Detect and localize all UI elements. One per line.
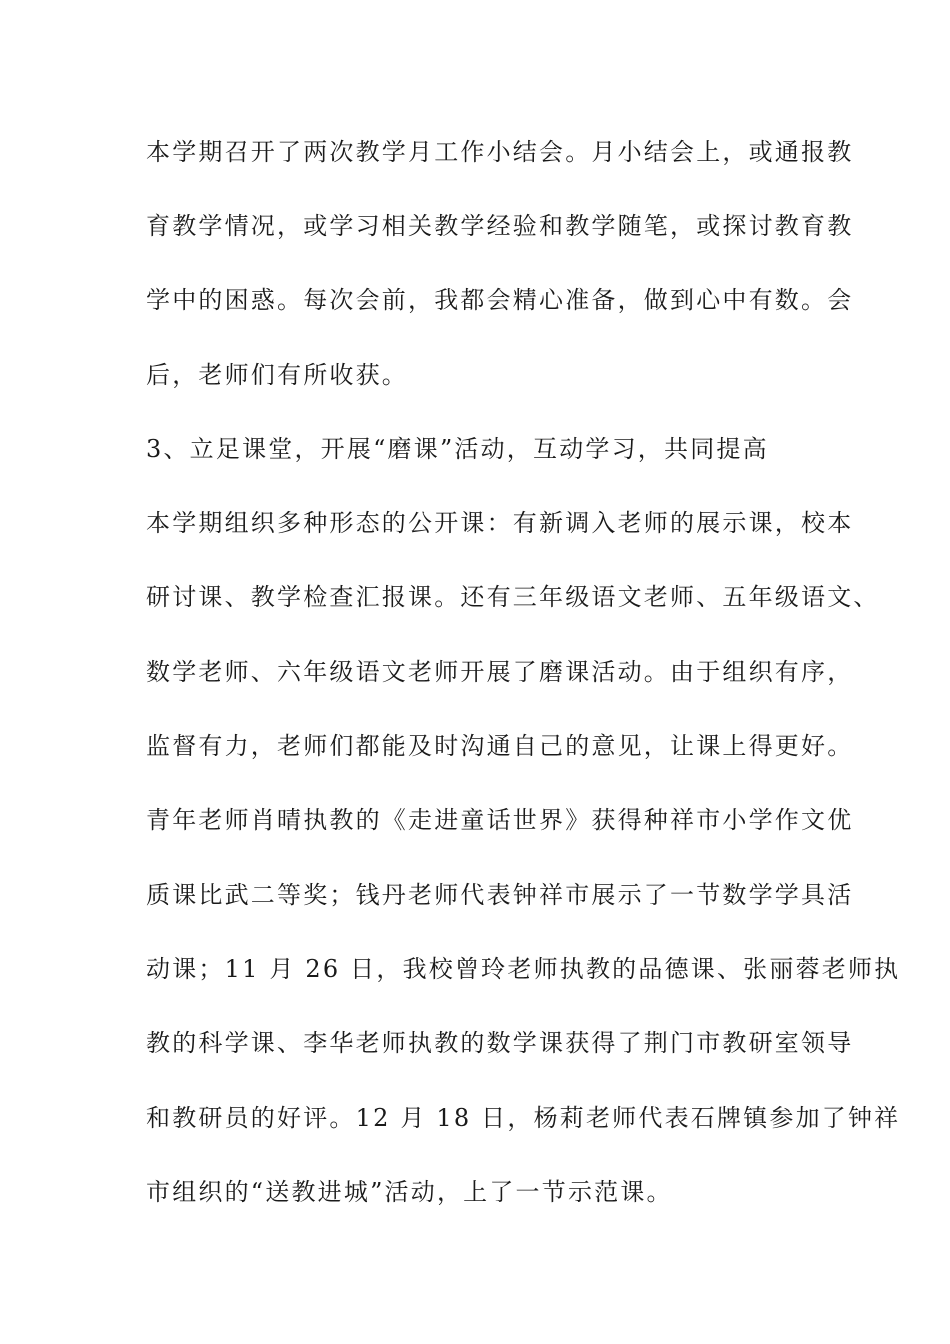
paragraph-line: 育教学情况，或学习相关教学经验和教学随笔，或探讨教育教 (146, 212, 854, 240)
paragraph-line: 市组织的“送教进城”活动，上了一节示范课。 (146, 1178, 673, 1206)
paragraph-line: 研讨课、教学检查汇报课。还有三年级语文老师、五年级语文、 (146, 583, 880, 611)
paragraph-line: 青年老师肖晴执教的《走进童话世界》获得种祥市小学作文优 (146, 806, 854, 834)
paragraph-line: 监督有力，老师们都能及时沟通自己的意见，让课上得更好。 (146, 732, 854, 760)
paragraph-line: 和教研员的好评。12 月 18 日，杨莉老师代表石牌镇参加了钟祥 (146, 1104, 901, 1132)
paragraph-line: 质课比武二等奖；钱丹老师代表钟祥市展示了一节数学学具活 (146, 881, 854, 909)
section-heading: 3、立足课堂，开展“磨课”活动，互动学习，共同提高 (146, 435, 769, 463)
paragraph-line: 本学期组织多种形态的公开课：有新调入老师的展示课，校本 (146, 509, 854, 537)
paragraph-line: 后，老师们有所收获。 (146, 361, 408, 389)
paragraph-line: 教的科学课、李华老师执教的数学课获得了荆门市教研室领导 (146, 1029, 854, 1057)
paragraph-line: 数学老师、六年级语文老师开展了磨课活动。由于组织有序， (146, 658, 854, 686)
paragraph-line: 本学期召开了两次教学月工作小结会。月小结会上，或通报教 (146, 138, 854, 166)
paragraph-line: 动课；11 月 26 日，我校曾玲老师执教的品德课、张丽蓉老师执 (146, 955, 901, 983)
paragraph-line: 学中的困惑。每次会前，我都会精心准备，做到心中有数。会 (146, 286, 854, 314)
